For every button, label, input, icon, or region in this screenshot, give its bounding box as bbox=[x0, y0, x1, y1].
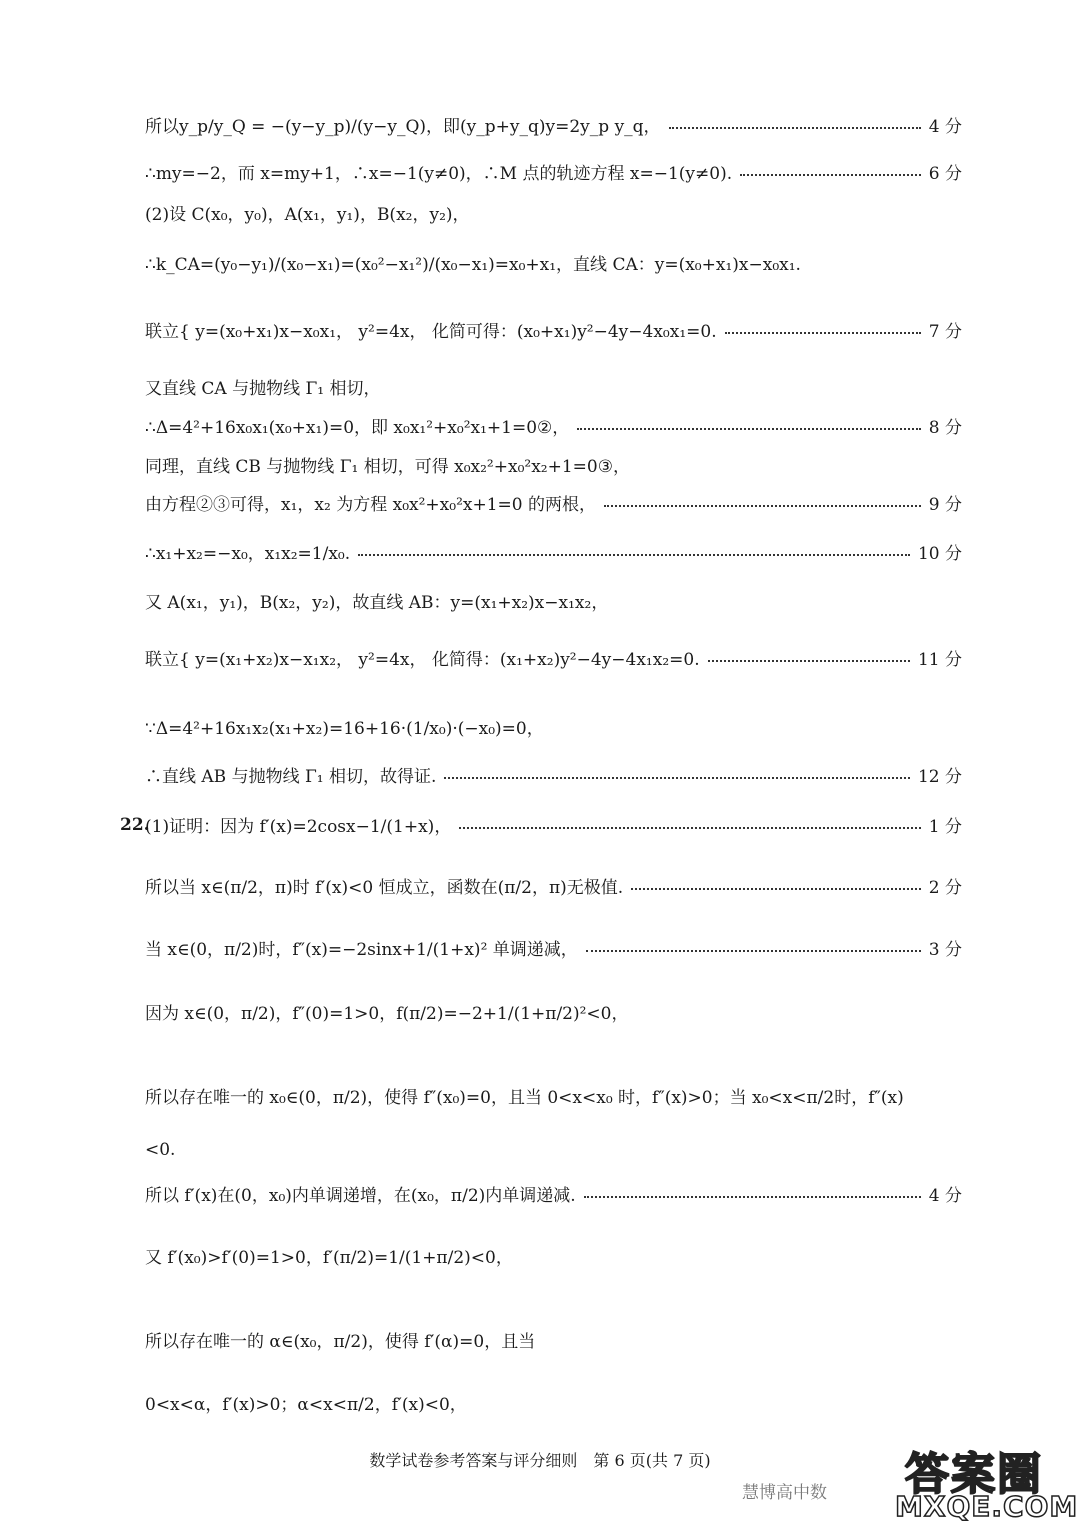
line-text: 当 x∈(0，π/2)时，f″(x)=−2sinx+1/(1+x)² 单调递减， bbox=[145, 940, 578, 960]
answer-line bbox=[145, 1138, 962, 1162]
answer-line bbox=[145, 377, 962, 401]
line-text: 所以y_p/y_Q = −(y−y_p)/(y−y_Q)，即(y_p+y_q)y=2y_p y_q， bbox=[145, 117, 661, 137]
answer-line bbox=[145, 320, 962, 344]
answer-line bbox=[145, 876, 962, 900]
dot-leader bbox=[740, 172, 921, 176]
score-label: 2 分 bbox=[928, 878, 962, 898]
answer-line bbox=[145, 1184, 962, 1208]
line-text: ∴Δ=4²+16x₀x₁(x₀+x₁)=0，即 x₀x₁²+x₀²x₁+1=0②， bbox=[145, 418, 570, 438]
score-label: 4 分 bbox=[928, 117, 962, 137]
watermark-logo bbox=[895, 1438, 1079, 1524]
answer-line bbox=[145, 253, 962, 277]
answer-line bbox=[145, 591, 962, 615]
score-label: 6 分 bbox=[928, 164, 962, 184]
line-text: (1)证明：因为 f′(x)=2cosx−1/(1+x)， bbox=[145, 817, 452, 837]
line-text: ∴x₁+x₂=−x₀，x₁x₂=1/x₀. bbox=[145, 544, 351, 564]
line-text: 同理，直线 CB 与抛物线 Γ₁ 相切，可得 x₀x₂²+x₀²x₂+1=0③， bbox=[145, 457, 630, 477]
line-text: 0<x<α，f′(x)>0；α<x<π/2，f′(x)<0， bbox=[145, 1395, 467, 1415]
line-text: <0. bbox=[145, 1140, 176, 1160]
dot-leader bbox=[586, 948, 921, 952]
line-text: ∴k_CA=(y₀−y₁)/(x₀−x₁)=(x₀²−x₁²)/(x₀−x₁)=x₀+x₁，直线 CA：y=(x₀+x₁)x−x₀x₁. bbox=[145, 255, 801, 275]
dot-leader bbox=[708, 658, 910, 662]
line-text: 所以 f′(x)在(0，x₀)内单调递增，在(x₀，π/2)内单调递减. bbox=[145, 1186, 576, 1206]
line-text: 所以存在唯一的 x₀∈(0，π/2)，使得 f″(x₀)=0，且当 0<x<x₀ 时，f″(x)>0；当 x₀<x<π/2时，f″(x) bbox=[145, 1088, 904, 1108]
watermark-top: 答案圈 bbox=[905, 1449, 1043, 1500]
answer-line bbox=[145, 1086, 962, 1110]
line-text: 联立{ y=(x₁+x₂)x−x₁x₂， y²=4x， 化简得：(x₁+x₂)y²−4y−4x₁x₂=0. bbox=[145, 650, 700, 670]
score-label: 11 分 bbox=[917, 650, 962, 670]
answer-line bbox=[145, 416, 962, 440]
line-text: 所以存在唯一的 α∈(x₀，π/2)，使得 f′(α)=0，且当 bbox=[145, 1332, 536, 1352]
dot-leader bbox=[577, 426, 920, 430]
dot-leader bbox=[584, 1194, 921, 1198]
answer-line bbox=[145, 648, 962, 672]
answer-line bbox=[145, 203, 962, 227]
answer-line bbox=[145, 542, 962, 566]
answer-line bbox=[145, 938, 962, 962]
answer-line bbox=[145, 1330, 962, 1354]
wechat-label: 慧博高中数 bbox=[742, 1483, 827, 1503]
watermark-bottom: MXQE.COM bbox=[895, 1490, 1079, 1523]
dot-leader bbox=[459, 825, 920, 829]
line-text: ∴直线 AB 与抛物线 Γ₁ 相切，故得证. bbox=[145, 767, 437, 787]
dot-leader bbox=[444, 775, 910, 779]
answer-line bbox=[145, 455, 962, 479]
answer-line bbox=[145, 115, 962, 139]
line-text: 由方程②③可得，x₁，x₂ 为方程 x₀x²+x₀²x+1=0 的两根， bbox=[145, 495, 596, 515]
line-text: ∵Δ=4²+16x₁x₂(x₁+x₂)=16+16·(1/x₀)·(−x₀)=0， bbox=[145, 719, 544, 739]
dot-leader bbox=[725, 330, 921, 334]
score-label: 9 分 bbox=[928, 495, 962, 515]
line-text: ∴my=−2，而 x=my+1，∴x=−1(y≠0)，∴M 点的轨迹方程 x=−1(y≠0). bbox=[145, 164, 733, 184]
line-text: 又直线 CA 与抛物线 Γ₁ 相切， bbox=[145, 379, 381, 399]
answer-line bbox=[145, 1002, 962, 1026]
dot-leader bbox=[358, 552, 910, 556]
score-label: 3 分 bbox=[928, 940, 962, 960]
answer-line bbox=[145, 765, 962, 789]
score-label: 12 分 bbox=[917, 767, 962, 787]
answer-line bbox=[145, 815, 962, 839]
score-label: 8 分 bbox=[928, 418, 962, 438]
page-footer: 数学试卷参考答案与评分细则 第 6 页(共 7 页) bbox=[369, 1451, 711, 1470]
line-text: 因为 x∈(0，π/2)，f″(0)=1>0，f(π/2)=−2+1/(1+π/2)²<0， bbox=[145, 1004, 629, 1024]
line-text: (2)设 C(x₀，y₀)，A(x₁，y₁)，B(x₂，y₂)， bbox=[145, 205, 470, 225]
answer-line bbox=[145, 1393, 962, 1417]
line-text: 又 A(x₁，y₁)，B(x₂，y₂)，故直线 AB：y=(x₁+x₂)x−x₁x₂， bbox=[145, 593, 609, 613]
answer-line bbox=[145, 1246, 962, 1270]
line-text: 联立{ y=(x₀+x₁)x−x₀x₁， y²=4x， 化简可得：(x₀+x₁)y²−4y−4x₀x₁=0. bbox=[145, 322, 717, 342]
answer-line bbox=[145, 493, 962, 517]
dot-leader bbox=[631, 886, 921, 890]
score-label: 7 分 bbox=[928, 322, 962, 342]
line-text: 又 f′(x₀)>f′(0)=1>0，f′(π/2)=1/(1+π/2)<0， bbox=[145, 1248, 513, 1268]
dot-leader bbox=[604, 503, 921, 507]
question-number: 22. bbox=[120, 815, 150, 835]
answer-line bbox=[145, 162, 962, 186]
score-label: 10 分 bbox=[917, 544, 962, 564]
score-label: 4 分 bbox=[928, 1186, 962, 1206]
answer-line bbox=[145, 717, 962, 741]
dot-leader bbox=[669, 125, 921, 129]
line-text: 所以当 x∈(π/2，π)时 f′(x)<0 恒成立，函数在(π/2，π)无极值. bbox=[145, 878, 624, 898]
score-label: 1 分 bbox=[928, 817, 962, 837]
